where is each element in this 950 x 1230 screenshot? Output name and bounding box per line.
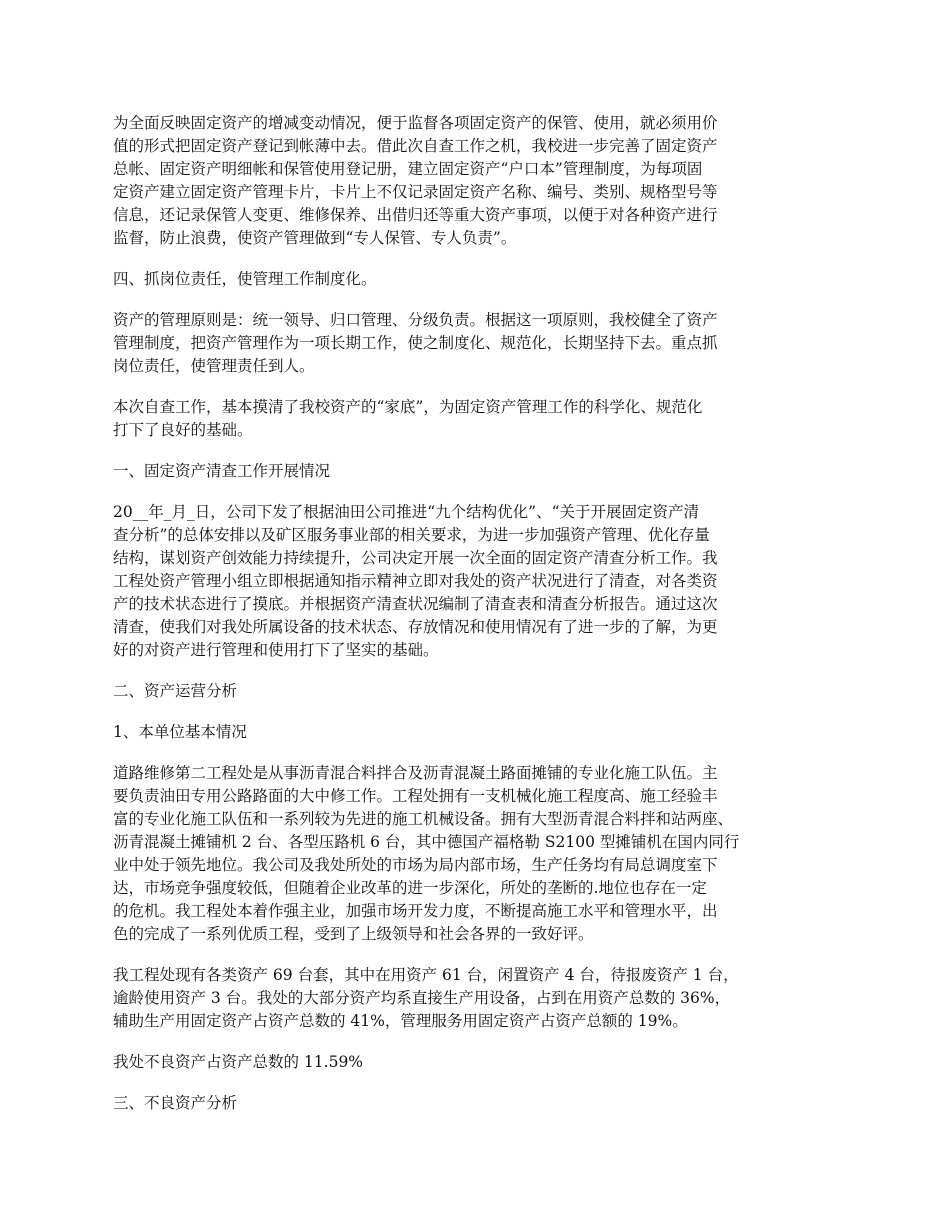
paragraph [113, 680, 839, 703]
text-line: 清查，使我们对我处所属设备的技术状态、存放情况和使用情况有了进一步的了解，为更 [113, 618, 718, 636]
text-line: 岗位责任，使管理责任到人。 [113, 357, 315, 375]
text-line: 总帐、固定资产明细帐和保管使用登记册，建立固定资产“户口本”管理制度，为每项固 [113, 160, 703, 178]
text-line: 达，市场竞争强度较低，但随着企业改革的进一步深化，所处的垄断的.地位也存在一定 [113, 879, 707, 897]
text-line: 一、固定资产清查工作开展情况 [113, 462, 331, 480]
text-line: 业中处于领先地位。我公司及我处所处的市场为局内部市场，生产任务均有局总调度室下 [113, 856, 718, 874]
text-line: 逾龄使用资产 3 台。我处的大部分资产均系直接生产用设备，占到在用资产总数的 36%， [113, 989, 731, 1007]
text-line: 1、本单位基本情况 [113, 723, 247, 741]
text-line: 道路维修第二工程处是从事沥青混合料拌合及沥青混凝土路面摊铺的专业化施工队伍。主 [113, 764, 718, 782]
text-line: 查分析”的总体安排以及矿区服务事业部的相关要求，为进一步加强资产管理、优化存量 [113, 526, 710, 544]
paragraph [113, 721, 839, 744]
text-line: 的危机。我工程处本着作强主业，加强市场开发力度，不断提高施工水平和管理水平，出 [113, 902, 718, 920]
text-line: 值的形式把固定资产登记到帐薄中去。借此次自查工作之机，我校进一步完善了固定资产 [113, 137, 718, 155]
text-line: 管理制度，把资产管理作为一项长期工作，使之制度化、规范化，长期坚持下去。重点抓 [113, 334, 718, 352]
text-line: 我工程处现有各类资产 69 台套，其中在用资产 61 台，闲置资产 4 台，待报废资产 1 台， [113, 966, 739, 984]
text-line: 二、资产运营分析 [113, 682, 238, 700]
text-line: 打下了良好的基础。 [113, 421, 253, 439]
text-line: 资产的管理原则是：统一领导、归口管理、分级负责。根据这一项原则，我校健全了资产 [113, 311, 718, 329]
document-body [113, 112, 839, 1133]
text-line: 四、抓岗位责任，使管理工作制度化。 [113, 270, 377, 288]
text-line: 为全面反映固定资产的增减变动情况，便于监督各项固定资产的保管、使用，就必须用价 [113, 114, 718, 132]
paragraph [113, 460, 839, 483]
paragraph [113, 1051, 839, 1074]
text-line: 我处不良资产占资产总数的 11.59% [113, 1053, 364, 1071]
text-line: 富的专业化施工队伍和一系列较为先进的施工机械设备。拥有大型沥青混合料拌和站两座、 [113, 810, 734, 828]
text-line: 产的技术状态进行了摸底。并根据资产清查状况编制了清查表和清查分析报告。通过这次 [113, 595, 718, 613]
text-line: 色的完成了一系列优质工程，受到了上级领导和社会各界的一致好评。 [113, 925, 594, 943]
paragraph [113, 396, 839, 442]
paragraph [113, 501, 839, 662]
text-line: 定资产建立固定资产管理卡片，卡片上不仅记录固定资产名称、编号、类别、规格型号等 [113, 183, 718, 201]
text-line: 三、不良资产分析 [113, 1094, 238, 1112]
text-line: 监督，防止浪费，使资产管理做到“专人保管、专人负责”。 [113, 229, 517, 247]
text-line: 沥青混凝土摊铺机 2 台、各型压路机 6 台，其中德国产福格勒 S2100 型摊铺机在国内同行 [113, 833, 740, 851]
paragraph [113, 964, 839, 1033]
text-line: 结构，谋划资产创效能力持续提升，公司决定开展一次全面的固定资产清查分析工作。我 [113, 549, 718, 567]
paragraph [113, 112, 839, 250]
text-line: 好的对资产进行管理和使用打下了坚实的基础。 [113, 641, 439, 659]
paragraph [113, 762, 839, 946]
text-line: 20__年_月_日，公司下发了根据油田公司推进“九个结构优化”、“关于开展固定资产清 [113, 503, 699, 521]
paragraph [113, 1092, 839, 1115]
text-line: 信息，还记录保管人变更、维修保养、出借归还等重大资产事项，以便于对各种资产进行 [113, 206, 718, 224]
text-line: 要负责油田专用公路路面的大中修工作。工程处拥有一支机械化施工程度高、施工经验丰 [113, 787, 718, 805]
text-line: 本次自查工作，基本摸清了我校资产的“家底”，为固定资产管理工作的科学化、规范化 [113, 398, 703, 416]
paragraph [113, 268, 839, 291]
paragraph [113, 309, 839, 378]
text-line: 工程处资产管理小组立即根据通知指示精神立即对我处的资产状况进行了清查，对各类资 [113, 572, 718, 590]
text-line: 辅助生产用固定资产占资产总数的 41%，管理服务用固定资产占资产总额的 19%。 [113, 1012, 688, 1030]
